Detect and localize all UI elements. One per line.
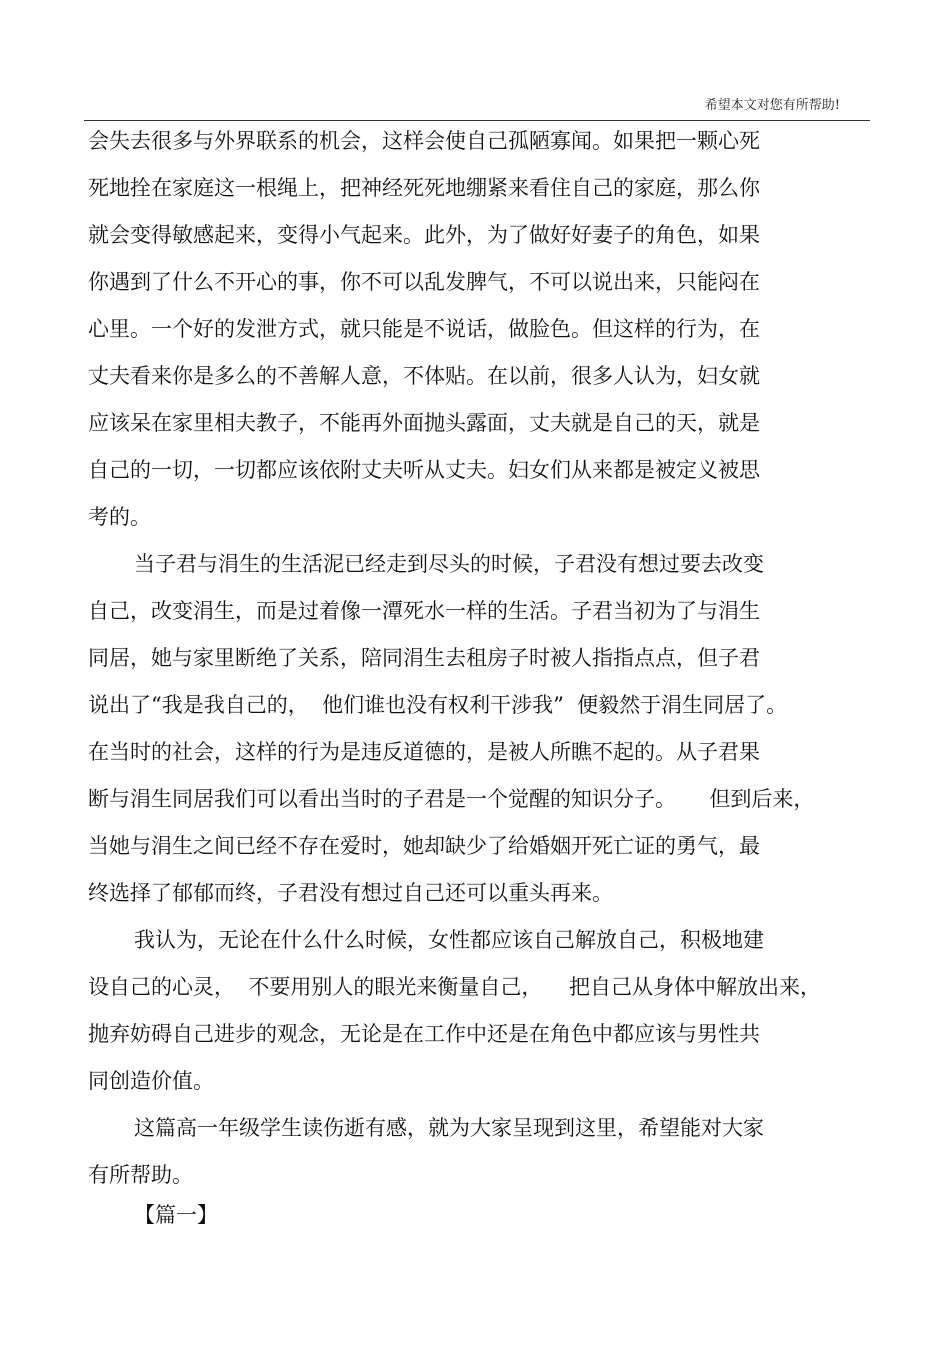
- text-line: 同居，她与家里断绝了关系，陪同涓生去租房子时被人指指点点，但子君: [88, 646, 760, 670]
- text-line: 在当时的社会，这样的行为是违反道德的，是被人所瞧不起的。从子君果: [88, 740, 760, 764]
- text-line: 就会变得敏感起来，变得小气起来。此外，为了做好好妻子的角色，如果: [88, 223, 760, 247]
- text-line: 会失去很多与外界联系的机会，这样会使自己孤陋寡闻。如果把一颗心死: [88, 129, 760, 153]
- text-line: 你遇到了什么不开心的事，你不可以乱发脾气，不可以说出来，只能闷在: [88, 270, 760, 294]
- text-line: 应该呆在家里相夫教子，不能再外面抛头露面，丈夫就是自己的天，就是: [88, 411, 760, 435]
- paragraph-first-line: 当子君与涓生的生活泥已经走到尽头的时候，子君没有想过要去改变: [134, 552, 764, 576]
- text-line: 自己的一切，一切都应该依附丈夫听从丈夫。妇女们从来都是被定义被思: [88, 458, 760, 482]
- paragraph-first-line: 这篇高一年级学生读伤逝有感，就为大家呈现到这里，希望能对大家: [134, 1116, 764, 1140]
- text-line: 抛弃妨碍自己进步的观念，无论是在工作中还是在角色中都应该与男性共: [88, 1022, 760, 1046]
- header-note: 希望本文对您有所帮助!: [704, 98, 840, 113]
- text-line: 自己，改变涓生，而是过着像一潭死水一样的生活。子君当初为了与涓生: [88, 599, 760, 623]
- text-line: 心里。一个好的发泄方式，就只能是不说话，做脸色。但这样的行为，在: [88, 317, 760, 341]
- text-line: 有所帮助。: [88, 1163, 193, 1187]
- text-line: 丈夫看来你是多么的不善解人意，不体贴。在以前，很多人认为，妇女就: [88, 364, 760, 388]
- section-title: 【篇一】: [134, 1203, 218, 1227]
- text-line: 考的。: [88, 505, 151, 529]
- text-line: 当她与涓生之间已经不存在爱时，她却缺少了给婚姻开死亡证的勇气，最: [88, 834, 760, 858]
- text-line: 终选择了郁郁而终，子君没有想过自己还可以重头再来。: [88, 881, 613, 905]
- text-line: 设自己的心灵， 不要用别人的眼光来衡量自己， 把自己从身体中解放出来，: [88, 975, 822, 999]
- text-line: 同创造价值。: [88, 1069, 214, 1093]
- document-body: [88, 118, 868, 1199]
- text-line: 断与涓生同居我们可以看出当时的子君是一个觉醒的知识分子。 但到后来，: [88, 787, 815, 811]
- paragraph-first-line: 我认为，无论在什么什么时候，女性都应该自己解放自己，积极地建: [134, 928, 764, 952]
- text-line: 死地拴在家庭这一根绳上，把神经死死地绷紧来看住自己的家庭，那么你: [88, 176, 760, 200]
- text-line: 说出了“我是我自己的， 他们谁也没有权利干涉我” 便毅然于涓生同居了。: [88, 693, 788, 717]
